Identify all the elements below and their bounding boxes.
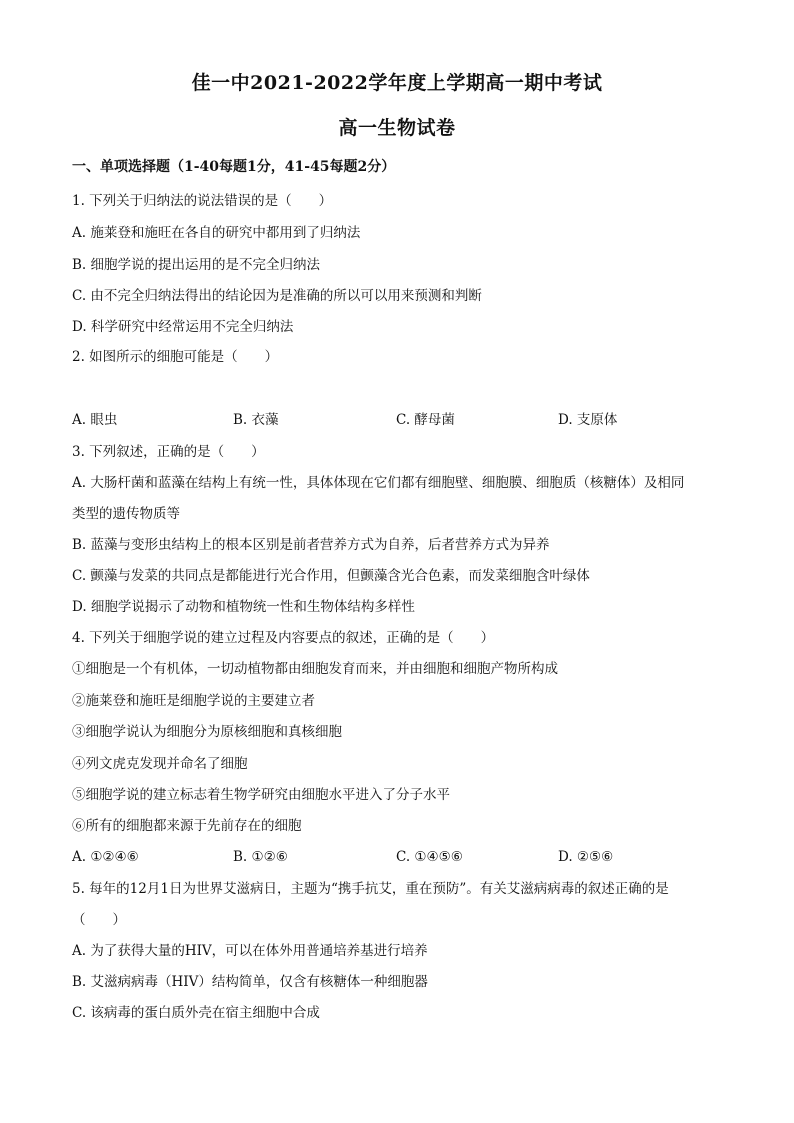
question-4-item-4: ④列文虎克发现并命名了细胞 bbox=[72, 756, 248, 772]
question-4-option-d: D. ②⑤⑥ bbox=[558, 849, 614, 865]
question-5-option-c: C. 该病毒的蛋白质外壳在宿主细胞中合成 bbox=[72, 1005, 320, 1021]
question-4-option-c: C. ①④⑤⑥ bbox=[396, 849, 463, 865]
question-1-option-b: B. 细胞学说的提出运用的是不完全归纳法 bbox=[72, 257, 321, 273]
question-4-item-3: ③细胞学说认为细胞分为原核细胞和真核细胞 bbox=[72, 724, 342, 740]
question-2-option-a: A. 眼虫 bbox=[72, 412, 118, 428]
question-4-stem: 4. 下列关于细胞学说的建立过程及内容要点的叙述，正确的是（ ） bbox=[72, 630, 495, 646]
question-2-option-c: C. 酵母菌 bbox=[396, 412, 455, 428]
question-5-stem-cont: （ ） bbox=[72, 912, 126, 928]
question-4-item-5: ⑤细胞学说的建立标志着生物学研究由细胞水平进入了分子水平 bbox=[72, 787, 450, 803]
question-3-option-a: A. 大肠杆菌和蓝藻在结构上有统一性，具体体现在它们都有细胞壁、细胞膜、细胞质（核糖体）及相同 bbox=[72, 475, 685, 491]
question-1-option-d: D. 科学研究中经常运用不完全归纳法 bbox=[72, 319, 294, 335]
question-5-stem: 5. 每年的12月1日为世界艾滋病日，主题为“携手抗艾，重在预防”。有关艾滋病病毒的叙述正确的是 bbox=[72, 881, 669, 897]
question-4-item-1: ①细胞是一个有机体，一切动植物都由细胞发育而来，并由细胞和细胞产物所构成 bbox=[72, 661, 558, 677]
question-2-option-d: D. 支原体 bbox=[558, 412, 618, 428]
question-4-item-6: ⑥所有的细胞都来源于先前存在的细胞 bbox=[72, 818, 302, 834]
question-3-option-d: D. 细胞学说揭示了动物和植物统一性和生物体结构多样性 bbox=[72, 599, 415, 615]
question-1-stem: 1. 下列关于归纳法的说法错误的是（ ） bbox=[72, 193, 333, 209]
question-4-item-2: ②施莱登和施旺是细胞学说的主要建立者 bbox=[72, 693, 315, 709]
question-3-option-c: C. 颤藻与发菜的共同点是都能进行光合作用，但颤藻含光合色素，而发菜细胞含叶绿体 bbox=[72, 568, 590, 584]
question-1-option-a: A. 施莱登和施旺在各自的研究中都用到了归纳法 bbox=[72, 225, 361, 241]
question-4-option-b: B. ①②⑥ bbox=[233, 849, 288, 865]
question-3-option-a-cont: 类型的遗传物质等 bbox=[72, 506, 180, 522]
question-3-stem: 3. 下列叙述，正确的是（ ） bbox=[72, 444, 265, 460]
exam-subtitle: 高一生物试卷 bbox=[338, 117, 456, 139]
question-3-option-b: B. 蓝藻与变形虫结构上的根本区别是前者营养方式为自养，后者营养方式为异养 bbox=[72, 537, 550, 553]
question-1-option-c: C. 由不完全归纳法得出的结论因为是准确的所以可以用来预测和判断 bbox=[72, 288, 482, 304]
question-2-option-b: B. 衣藻 bbox=[233, 412, 279, 428]
section-heading: 一、单项选择题（1-40每题1分，41-45每题2分） bbox=[72, 159, 396, 175]
question-5-option-b: B. 艾滋病病毒（HIV）结构简单，仅含有核糖体一种细胞器 bbox=[72, 974, 428, 990]
exam-title: 佳一中2021-2022学年度上学期高一期中考试 bbox=[191, 72, 603, 94]
question-2-stem: 2. 如图所示的细胞可能是（ ） bbox=[72, 349, 279, 365]
question-4-option-a: A. ①②④⑥ bbox=[72, 849, 139, 865]
question-5-option-a: A. 为了获得大量的HIV，可以在体外用普通培养基进行培养 bbox=[72, 943, 428, 959]
